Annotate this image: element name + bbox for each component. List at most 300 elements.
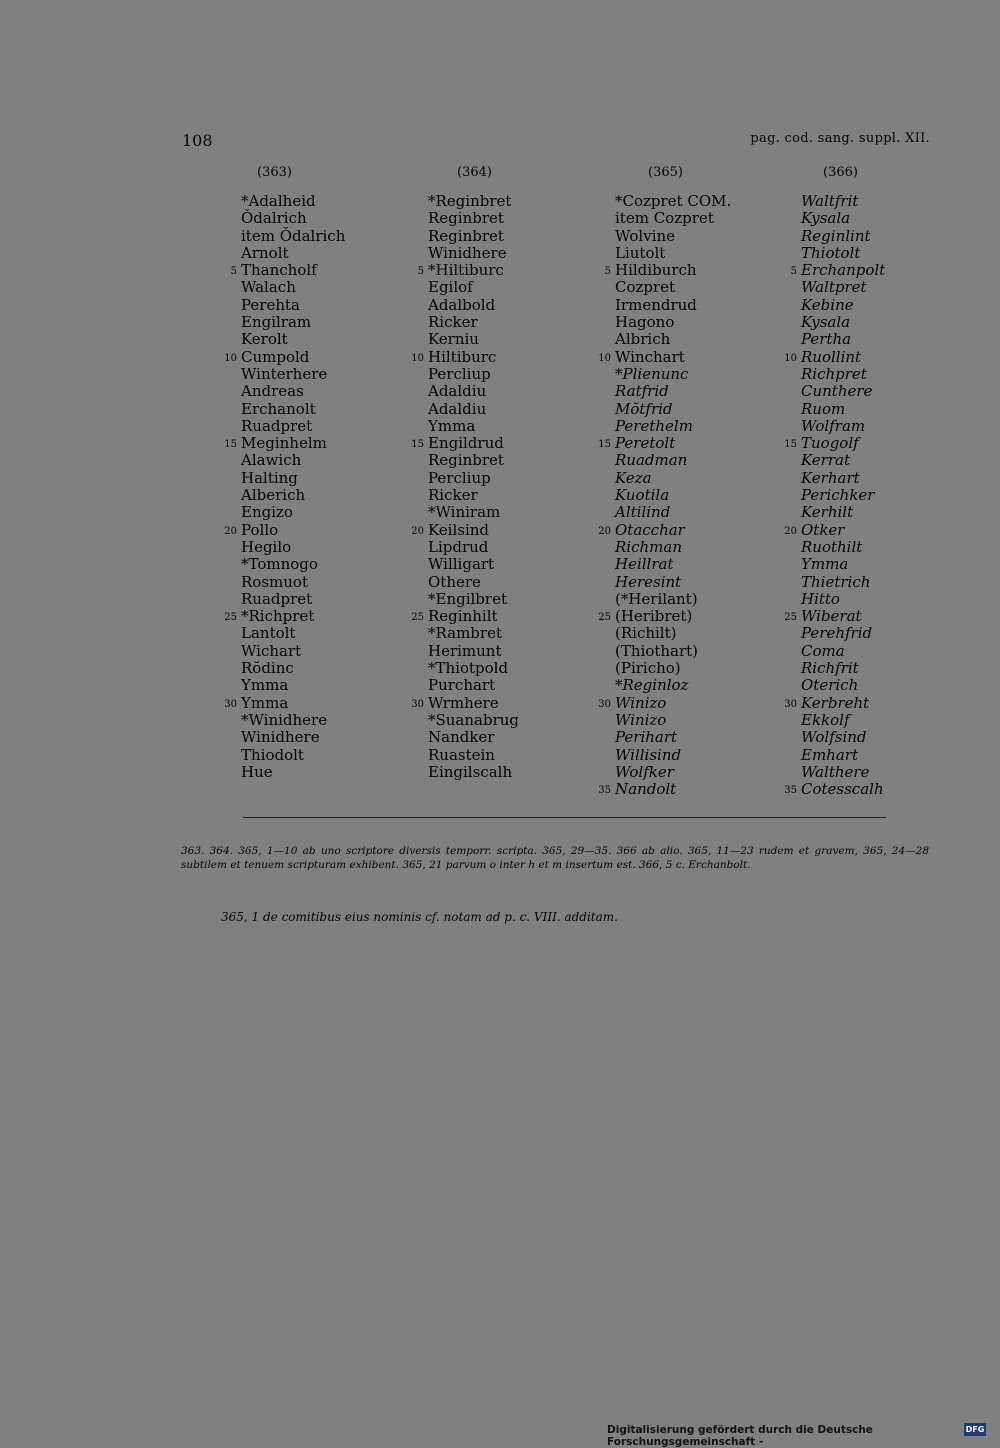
name-entry bbox=[428, 764, 608, 781]
name-text: Coma bbox=[801, 641, 845, 660]
column-number: (365) bbox=[648, 165, 683, 180]
name-entry bbox=[615, 747, 795, 764]
line-number: 5 bbox=[790, 266, 797, 278]
name-text: Reginbret bbox=[428, 226, 504, 245]
name-entry bbox=[428, 418, 608, 435]
name-text: Pollo bbox=[241, 520, 279, 539]
name-text: Albrich bbox=[615, 330, 671, 349]
name-text: Wrmhere bbox=[428, 693, 499, 712]
name-text: *Reginloz bbox=[615, 676, 689, 695]
name-entry bbox=[241, 210, 421, 227]
name-text: Kysala bbox=[801, 209, 851, 228]
name-text: Nandker bbox=[428, 728, 495, 747]
name-text: Walach bbox=[241, 278, 296, 297]
name-entry bbox=[428, 504, 608, 521]
name-text: Arnolt bbox=[241, 243, 289, 262]
line-number: 25 bbox=[784, 612, 797, 624]
name-text: Kuotila bbox=[615, 486, 670, 505]
name-entry bbox=[241, 574, 421, 591]
name-text: Reginlint bbox=[801, 226, 871, 245]
name-entry bbox=[615, 314, 795, 331]
name-text: (Thiothart) bbox=[615, 641, 699, 660]
name-text: *Adalheid bbox=[241, 192, 316, 210]
column-363 bbox=[224, 165, 421, 781]
name-entry bbox=[241, 245, 421, 262]
name-entry bbox=[801, 245, 981, 262]
name-text: item Cozpret bbox=[615, 209, 714, 228]
name-text: Ricker bbox=[428, 313, 478, 332]
name-text: item Ǒdalrich bbox=[241, 226, 346, 245]
name-entry bbox=[241, 366, 421, 383]
name-entry bbox=[801, 228, 981, 245]
name-entry bbox=[801, 574, 981, 591]
name-text: Othere bbox=[428, 572, 481, 591]
name-text: Perehta bbox=[241, 295, 300, 314]
name-entry bbox=[801, 764, 981, 781]
name-entry bbox=[615, 228, 795, 245]
name-text: Reginbret bbox=[428, 451, 504, 470]
name-entry bbox=[417, 261, 608, 280]
name-entry bbox=[428, 210, 608, 227]
name-entry bbox=[801, 452, 981, 469]
name-entry bbox=[224, 607, 421, 626]
name-text: *Suanabrug bbox=[428, 710, 520, 729]
name-entry bbox=[428, 470, 608, 487]
name-text: Otker bbox=[801, 520, 845, 539]
line-number: 20 bbox=[784, 525, 797, 537]
name-entry bbox=[428, 625, 608, 642]
name-text: Ruothilt bbox=[801, 537, 863, 556]
name-text: Emhart bbox=[801, 745, 858, 764]
name-text: Percliup bbox=[428, 364, 491, 383]
name-entry bbox=[241, 625, 421, 642]
name-entry bbox=[801, 591, 981, 608]
name-text: Alawich bbox=[241, 451, 302, 470]
name-entry bbox=[241, 193, 421, 210]
line-number: 30 bbox=[411, 698, 424, 710]
name-text: Wiberat bbox=[801, 607, 862, 626]
name-text: Altilind bbox=[615, 503, 671, 522]
name-entry bbox=[428, 383, 608, 400]
name-entry bbox=[801, 470, 981, 487]
name-entry bbox=[801, 504, 981, 521]
name-text: Perichker bbox=[801, 486, 875, 505]
name-entry bbox=[615, 556, 795, 573]
name-entry bbox=[241, 729, 421, 746]
separator-rule bbox=[243, 817, 886, 818]
name-entry bbox=[801, 418, 981, 435]
name-list bbox=[411, 192, 608, 781]
name-text: Adaldiu bbox=[428, 399, 487, 418]
line-number: 30 bbox=[598, 698, 611, 710]
name-entry bbox=[784, 607, 981, 626]
name-text: Perethelm bbox=[615, 416, 693, 435]
name-entry bbox=[615, 504, 795, 521]
name-text: Kerniu bbox=[428, 330, 479, 349]
page-number: 108 bbox=[182, 131, 213, 150]
name-text: Ratfrid bbox=[615, 382, 669, 401]
name-text: Mŏtfrid bbox=[615, 399, 673, 418]
name-text: Egilof bbox=[428, 278, 473, 297]
line-number: 5 bbox=[230, 266, 237, 278]
name-entry bbox=[801, 366, 981, 383]
name-text: Engizo bbox=[241, 503, 293, 522]
line-number: 30 bbox=[784, 698, 797, 710]
name-text: Willigart bbox=[428, 555, 495, 574]
name-entry bbox=[615, 712, 795, 729]
name-entry bbox=[615, 401, 795, 418]
column-number: (364) bbox=[457, 165, 492, 180]
name-text: Cumpold bbox=[241, 347, 310, 366]
line-number: 15 bbox=[224, 439, 237, 451]
name-text: Wolfsind bbox=[801, 728, 867, 747]
name-text: Kerhilt bbox=[801, 503, 854, 522]
name-text: Ruadman bbox=[615, 451, 688, 470]
name-text: Lantolt bbox=[241, 624, 296, 643]
line-number: 10 bbox=[784, 352, 797, 364]
name-entry bbox=[615, 729, 795, 746]
name-text: Wichart bbox=[241, 641, 302, 660]
name-text: Cozpret bbox=[615, 278, 676, 297]
name-entry bbox=[428, 193, 608, 210]
name-text: *Winidhere bbox=[241, 710, 328, 729]
name-entry bbox=[241, 452, 421, 469]
name-text: Walthere bbox=[801, 762, 870, 781]
name-entry bbox=[428, 539, 608, 556]
apparatus-note: 363. 364. 365, 1—10 ab uno scriptore diversis temporr. scripta. 365, 29—35. 366 ab alio. 365, 11—23 rudem et gravem, 365, 24—28 subtilem et tenuem scripturam exhibent. 365, 21 parvum o inter h et m insertum est. 366, 5 c. Erchanbolt. bbox=[181, 845, 929, 871]
name-entry bbox=[801, 712, 981, 729]
name-entry bbox=[801, 660, 981, 677]
name-text: Hitto bbox=[801, 589, 840, 608]
name-text: Thietrich bbox=[801, 572, 871, 591]
name-text: Ruadpret bbox=[241, 416, 313, 435]
name-text: Kerbreht bbox=[801, 693, 870, 712]
line-number: 10 bbox=[598, 352, 611, 364]
name-text: Engilram bbox=[241, 313, 312, 332]
name-entry bbox=[598, 434, 795, 453]
name-entry bbox=[428, 729, 608, 746]
name-entry bbox=[598, 693, 795, 712]
name-text: *Plienunc bbox=[615, 364, 689, 383]
name-list bbox=[224, 192, 421, 781]
name-text: Ymma bbox=[801, 555, 849, 574]
name-entry bbox=[224, 434, 421, 453]
name-entry bbox=[801, 279, 981, 296]
name-entry bbox=[801, 539, 981, 556]
name-entry bbox=[598, 520, 795, 539]
name-entry bbox=[604, 261, 795, 280]
name-text: Hue bbox=[241, 762, 273, 781]
name-entry bbox=[615, 643, 795, 660]
name-entry bbox=[241, 556, 421, 573]
name-entry bbox=[801, 643, 981, 660]
name-text: Rosmuot bbox=[241, 572, 308, 591]
name-entry bbox=[801, 193, 981, 210]
name-entry bbox=[241, 383, 421, 400]
name-entry bbox=[598, 347, 795, 366]
name-text: Winidhere bbox=[241, 728, 320, 747]
column-366 bbox=[784, 165, 981, 799]
name-entry bbox=[615, 297, 795, 314]
name-entry bbox=[241, 643, 421, 660]
name-entry bbox=[241, 418, 421, 435]
name-entry bbox=[428, 643, 608, 660]
name-entry bbox=[801, 729, 981, 746]
name-text: Hegilo bbox=[241, 537, 292, 556]
name-entry bbox=[801, 487, 981, 504]
name-text: Richfrit bbox=[801, 659, 859, 678]
name-entry bbox=[615, 245, 795, 262]
name-text: (Piricho) bbox=[615, 659, 681, 678]
name-entry bbox=[784, 434, 981, 453]
name-entry bbox=[615, 279, 795, 296]
name-entry bbox=[428, 660, 608, 677]
name-entry bbox=[801, 401, 981, 418]
name-text: Lipdrud bbox=[428, 537, 489, 556]
name-text: Eingilscalh bbox=[428, 762, 513, 781]
name-entry bbox=[801, 556, 981, 573]
name-text: *Hiltiburc bbox=[428, 261, 504, 280]
name-text: *Engilbret bbox=[428, 589, 507, 608]
name-text: Nandolt bbox=[615, 780, 677, 799]
name-entry bbox=[241, 470, 421, 487]
name-text: *Reginbret bbox=[428, 192, 512, 210]
name-entry bbox=[428, 314, 608, 331]
name-text: Kerhart bbox=[801, 468, 860, 487]
name-text: Erchanolt bbox=[241, 399, 316, 418]
name-entry bbox=[615, 764, 795, 781]
name-text: Winidhere bbox=[428, 243, 507, 262]
name-text: Adaldiu bbox=[428, 382, 487, 401]
name-text: *Richpret bbox=[241, 607, 315, 626]
name-text: Tuogolf bbox=[801, 434, 859, 453]
funding-footer: Digitalisierung gefördert durch die Deutsche Forschungsgemeinschaft - bbox=[607, 1424, 873, 1448]
name-entry bbox=[428, 677, 608, 694]
name-entry bbox=[241, 660, 421, 677]
name-text: Reginhilt bbox=[428, 607, 498, 626]
name-text: Perihart bbox=[615, 728, 678, 747]
name-entry bbox=[428, 712, 608, 729]
name-text: (Richilt) bbox=[615, 624, 677, 643]
name-entry bbox=[241, 228, 421, 245]
name-entry bbox=[615, 470, 795, 487]
name-text: Ymma bbox=[241, 693, 289, 712]
name-text: Thiodolt bbox=[241, 745, 304, 764]
name-entry bbox=[615, 487, 795, 504]
name-text: Oterich bbox=[801, 676, 859, 695]
name-entry bbox=[411, 693, 608, 712]
name-entry bbox=[615, 677, 795, 694]
name-entry bbox=[241, 591, 421, 608]
name-text: Willisind bbox=[615, 745, 682, 764]
commentary-note: 365, 1 de comitibus eius nominis cf. notam ad p. c. VIII. additam. bbox=[221, 910, 618, 924]
column-number: (363) bbox=[257, 165, 292, 180]
name-entry bbox=[241, 314, 421, 331]
name-entry bbox=[598, 780, 795, 799]
name-entry bbox=[428, 401, 608, 418]
name-entry bbox=[784, 780, 981, 799]
name-entry bbox=[428, 747, 608, 764]
name-text: *Winiram bbox=[428, 503, 501, 522]
name-text: Kerolt bbox=[241, 330, 288, 349]
line-number: 15 bbox=[784, 439, 797, 451]
name-entry bbox=[801, 625, 981, 642]
name-entry bbox=[598, 607, 795, 626]
name-entry bbox=[241, 504, 421, 521]
name-list bbox=[598, 192, 795, 799]
name-entry bbox=[801, 331, 981, 348]
name-entry bbox=[615, 625, 795, 642]
name-text: Perehfrid bbox=[801, 624, 873, 643]
name-text: Reginbret bbox=[428, 209, 504, 228]
name-entry bbox=[411, 607, 608, 626]
name-entry bbox=[428, 591, 608, 608]
name-text: Meginhelm bbox=[241, 434, 327, 453]
name-text: Hiltiburc bbox=[428, 347, 497, 366]
name-entry bbox=[615, 418, 795, 435]
name-text: Wolfram bbox=[801, 416, 866, 435]
name-text: Winizo bbox=[615, 693, 667, 712]
name-text: Herimunt bbox=[428, 641, 502, 660]
line-number: 25 bbox=[224, 612, 237, 624]
name-text: Keza bbox=[615, 468, 652, 487]
name-entry bbox=[241, 331, 421, 348]
line-number: 35 bbox=[784, 785, 797, 797]
name-entry bbox=[230, 261, 421, 280]
name-entry bbox=[241, 297, 421, 314]
name-text: Ǒdalrich bbox=[241, 209, 307, 228]
line-number: 25 bbox=[598, 612, 611, 624]
name-text: Ricker bbox=[428, 486, 478, 505]
name-text: Kerrat bbox=[801, 451, 850, 470]
name-text: Ekkolf bbox=[801, 710, 850, 729]
name-text: (*Herilant) bbox=[615, 589, 698, 608]
name-text: Wolfker bbox=[615, 762, 674, 781]
name-text: Winizo bbox=[615, 710, 667, 729]
name-entry bbox=[241, 747, 421, 764]
name-text: Pertha bbox=[801, 330, 852, 349]
name-text: Liutolt bbox=[615, 243, 666, 262]
name-entry bbox=[428, 366, 608, 383]
name-text: *Rambret bbox=[428, 624, 502, 643]
name-entry bbox=[615, 210, 795, 227]
name-entry bbox=[428, 574, 608, 591]
line-number: 20 bbox=[224, 525, 237, 537]
name-entry bbox=[801, 747, 981, 764]
name-entry bbox=[801, 210, 981, 227]
name-entry bbox=[224, 693, 421, 712]
name-entry bbox=[428, 245, 608, 262]
name-text: Adalbold bbox=[428, 295, 496, 314]
line-number: 5 bbox=[417, 266, 424, 278]
name-entry bbox=[784, 693, 981, 712]
name-entry bbox=[428, 556, 608, 573]
line-number: 30 bbox=[224, 698, 237, 710]
name-text: Erchanpolt bbox=[801, 261, 886, 280]
name-text: Hagono bbox=[615, 313, 675, 332]
name-text: Otacchar bbox=[615, 520, 685, 539]
name-entry bbox=[615, 331, 795, 348]
name-text: Richman bbox=[615, 537, 682, 556]
name-entry bbox=[428, 452, 608, 469]
line-number: 25 bbox=[411, 612, 424, 624]
name-text: Halting bbox=[241, 468, 298, 487]
name-text: Ruastein bbox=[428, 745, 495, 764]
name-text: Irmendrud bbox=[615, 295, 697, 314]
name-entry bbox=[801, 297, 981, 314]
column-364 bbox=[411, 165, 608, 781]
name-entry bbox=[224, 347, 421, 366]
name-entry bbox=[241, 401, 421, 418]
running-header: pag. cod. sang. suppl. XII. bbox=[750, 131, 930, 146]
name-text: Thancholf bbox=[241, 261, 317, 280]
name-text: Keilsind bbox=[428, 520, 490, 539]
name-entry bbox=[615, 539, 795, 556]
line-number: 5 bbox=[604, 266, 611, 278]
name-text: Winchart bbox=[615, 347, 685, 366]
name-text: Heillrat bbox=[615, 555, 674, 574]
name-entry bbox=[790, 261, 981, 280]
name-entry bbox=[615, 383, 795, 400]
column-number: (366) bbox=[823, 165, 858, 180]
name-text: Ymma bbox=[241, 676, 289, 695]
name-text: Engildrud bbox=[428, 434, 504, 453]
name-text: Percliup bbox=[428, 468, 491, 487]
name-entry bbox=[241, 712, 421, 729]
name-entry bbox=[801, 677, 981, 694]
name-text: *Tomnogo bbox=[241, 555, 318, 574]
name-text: Hildiburch bbox=[615, 261, 697, 280]
name-text: Alberich bbox=[241, 486, 306, 505]
name-text: Peretolt bbox=[615, 434, 676, 453]
name-text: *Cozpret COM. bbox=[615, 192, 732, 210]
name-entry bbox=[241, 279, 421, 296]
line-number: 15 bbox=[598, 439, 611, 451]
name-entry bbox=[411, 347, 608, 366]
name-text: Andreas bbox=[241, 382, 304, 401]
name-text: Heresint bbox=[615, 572, 682, 591]
name-entry bbox=[428, 228, 608, 245]
name-entry bbox=[241, 539, 421, 556]
name-entry bbox=[615, 193, 795, 210]
name-entry bbox=[615, 660, 795, 677]
line-number: 10 bbox=[224, 352, 237, 364]
name-entry bbox=[411, 434, 608, 453]
name-entry bbox=[615, 591, 795, 608]
line-number: 15 bbox=[411, 439, 424, 451]
name-entry bbox=[241, 764, 421, 781]
name-text: Ruadpret bbox=[241, 589, 313, 608]
name-text: Wolvine bbox=[615, 226, 676, 245]
name-text: *Thiotpold bbox=[428, 659, 509, 678]
name-text: Kebine bbox=[801, 295, 854, 314]
name-text: Waltpret bbox=[801, 278, 867, 297]
name-text: Winterhere bbox=[241, 364, 328, 383]
name-text: Ruollint bbox=[801, 347, 862, 366]
name-entry bbox=[615, 574, 795, 591]
name-list bbox=[784, 192, 981, 799]
name-entry bbox=[801, 383, 981, 400]
line-number: 20 bbox=[411, 525, 424, 537]
name-entry bbox=[241, 677, 421, 694]
name-text: Ymma bbox=[428, 416, 476, 435]
name-entry bbox=[784, 520, 981, 539]
name-entry bbox=[615, 366, 795, 383]
name-entry bbox=[784, 347, 981, 366]
name-text: Purchart bbox=[428, 676, 496, 695]
name-entry bbox=[224, 520, 421, 539]
line-number: 10 bbox=[411, 352, 424, 364]
